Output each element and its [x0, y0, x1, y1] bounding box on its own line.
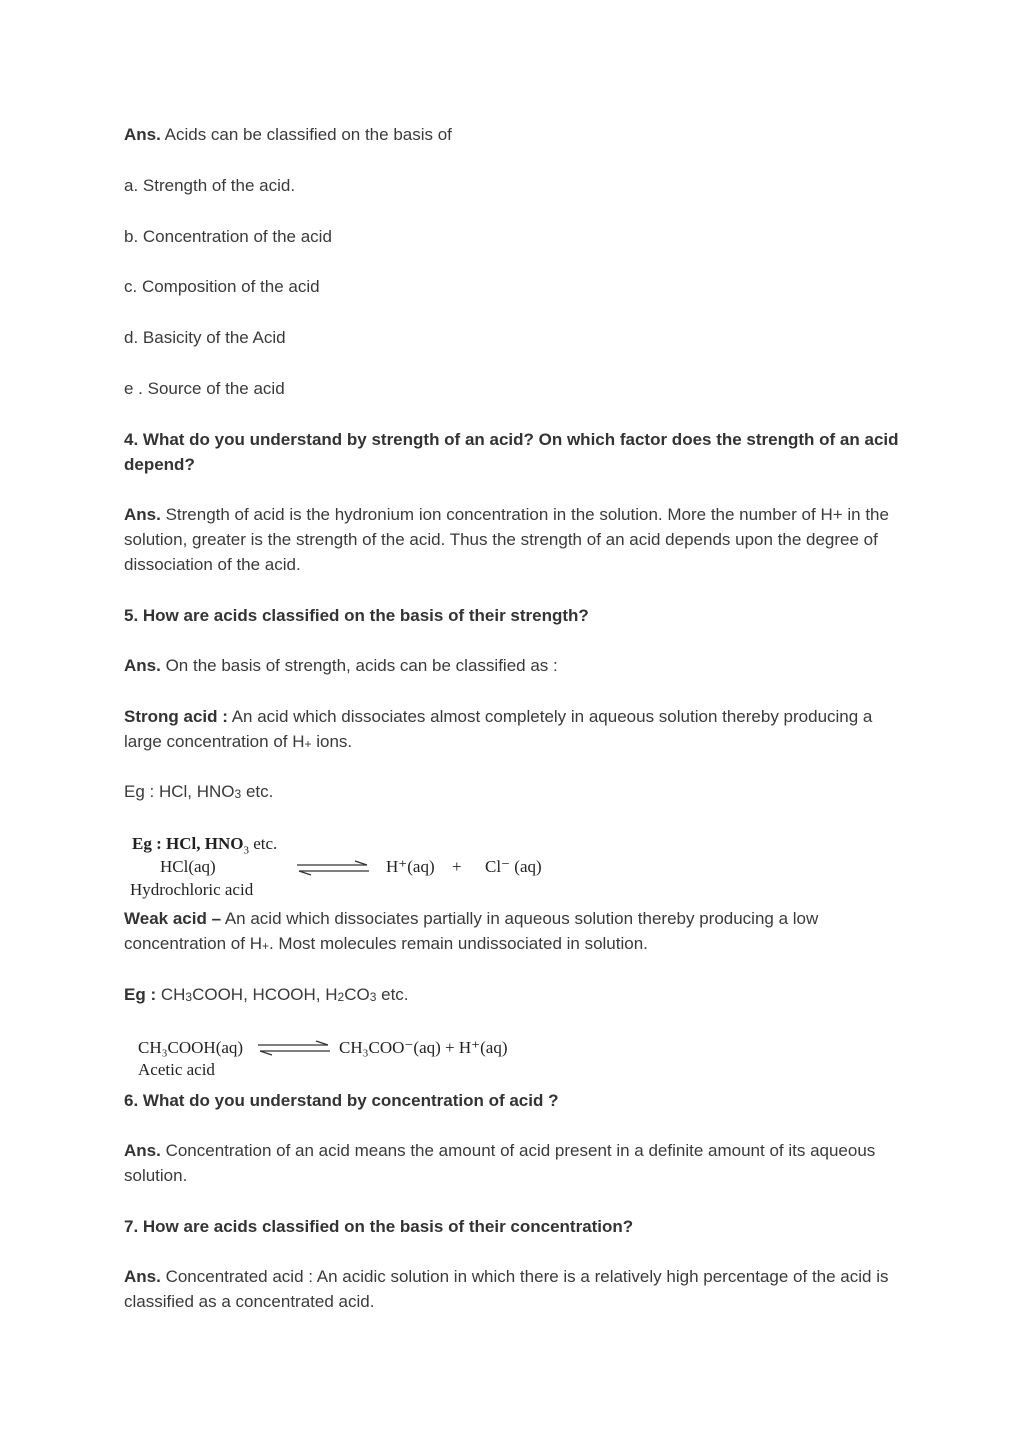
answer-3: Ans. Acids can be classified on the basis of [124, 125, 452, 144]
acetate-products: CH₃COO⁻(aq) + H⁺(aq) [339, 1038, 508, 1057]
answer-4: Ans. Strength of acid is the hydronium ion concentration in the solution. More the number of H+ in the solution, greater is the strength of the acid. Thus the strength of an acid depends upon the degree of dissociation of the acid. [124, 505, 889, 574]
answer-7: Ans. Concentrated acid : An acidic solution in which there is a relatively high percentage of the acid is classified as a concentrated acid. [124, 1267, 889, 1311]
acetic-acid-reactant: CH₃COOH(aq) [138, 1038, 244, 1057]
hcl-reactant: HCl(aq) [160, 857, 216, 876]
list-item-d: d. Basicity of the Acid [124, 328, 286, 347]
question-4: 4. What do you understand by strength of an acid? On which factor does the strength of an acid depend? [124, 430, 899, 474]
hcl-dissociation-equation: Eg : HCl, $HNO_3$ etc. HCl(aq) H⁺(aq) + Cl⁻ (aq) Hydrochloric acid [130, 834, 542, 899]
chloride-ion-product: Cl⁻ (aq) [485, 857, 542, 876]
strong-acid-definition: Strong acid : An acid which dissociates almost completely in aqueous solution thereby producing a large concentration of $H_+$ ions. [124, 707, 873, 751]
question-6: 6. What do you understand by concentration of acid ? [124, 1091, 559, 1110]
equilibrium-arrow-icon [256, 1040, 332, 1056]
strong-acid-example: Eg : HCl, $HNO_3$ etc. [124, 782, 274, 801]
weak-acid-definition: Weak acid – An acid which dissociates partially in aqueous solution thereby producing a low concentration of $H_+$. Most molecules remain undissociated in solution. [124, 909, 819, 953]
weak-acid-example: Eg : $CH_3COOH$, HCOOH, $H_2CO_3$ etc. [124, 985, 409, 1004]
list-item-e: e . Source of the acid [124, 379, 285, 398]
equation-example-label: Eg : HCl, HNO [132, 834, 244, 853]
equilibrium-arrow-icon [295, 860, 371, 876]
hydrogen-ion-product: H⁺(aq) [386, 857, 435, 876]
plus-sign: + [452, 857, 462, 876]
list-item-a: a. Strength of the acid. [124, 176, 296, 195]
list-item-b: b. Concentration of the acid [124, 227, 332, 246]
question-7: 7. How are acids classified on the basis of their concentration? [124, 1217, 634, 1236]
acetic-acid-label: Acetic acid [138, 1060, 215, 1079]
acetic-acid-dissociation-equation [136, 1034, 536, 1082]
question-5: 5. How are acids classified on the basis of their strength? [124, 606, 589, 625]
answer-6: Ans. Concentration of an acid means the amount of acid present in a definite amount of its aqueous solution. [124, 1141, 876, 1185]
list-item-c: c. Composition of the acid [124, 277, 320, 296]
hydrochloric-acid-label: Hydrochloric acid [130, 880, 254, 899]
answer-5: Ans. On the basis of strength, acids can be classified as : [124, 656, 558, 675]
